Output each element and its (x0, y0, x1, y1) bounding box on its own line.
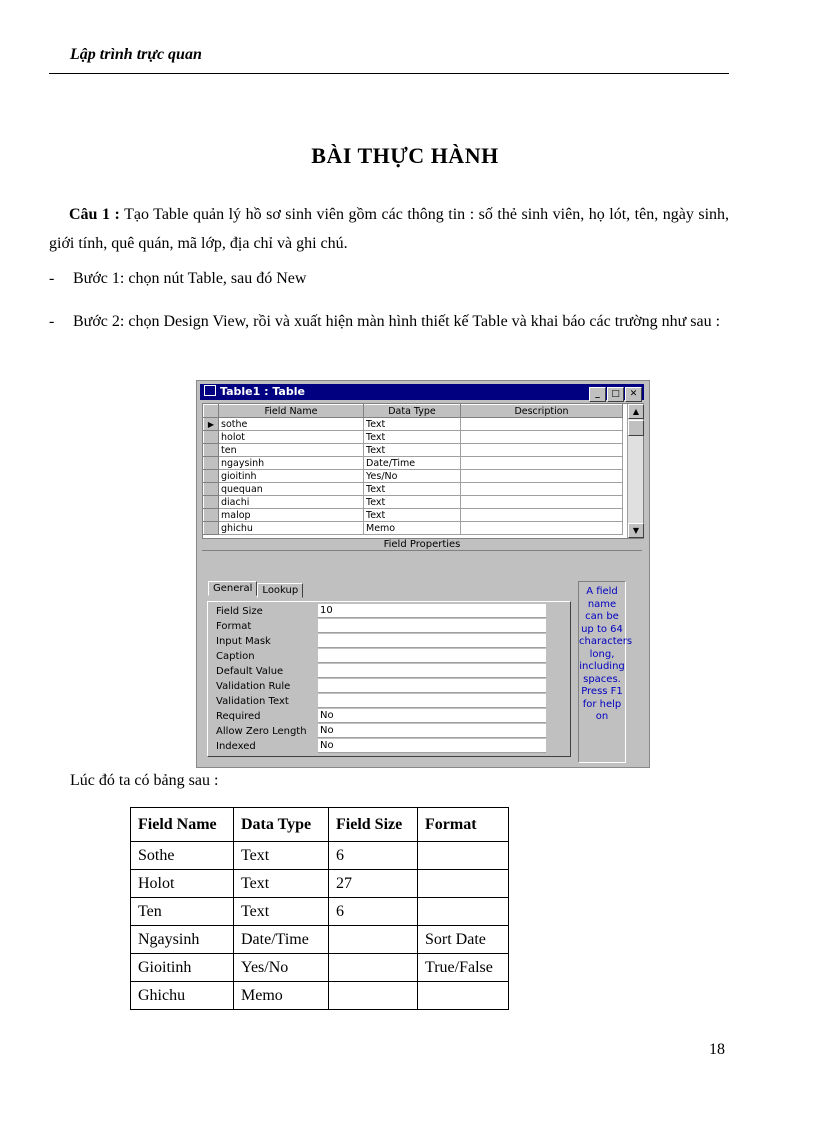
scroll-thumb (628, 420, 644, 436)
table-cell (329, 954, 418, 982)
summary-header: Field Size (329, 808, 418, 842)
property-value (318, 634, 546, 648)
table-row (131, 898, 509, 926)
property-row (216, 739, 334, 754)
property-name: Required (216, 711, 261, 722)
table-cell: Memo (234, 982, 329, 1010)
window-title-bar (200, 384, 644, 400)
grid-desc (461, 496, 623, 509)
grid-type: Yes/No (364, 470, 461, 483)
table-cell (418, 842, 509, 870)
table-cell: Sort Date (418, 926, 509, 954)
grid-row (204, 431, 623, 444)
property-value (318, 649, 546, 663)
table-cell: 6 (329, 898, 418, 926)
grid-desc (461, 418, 623, 431)
grid-field: malop (219, 509, 364, 522)
table-cell: Yes/No (234, 954, 329, 982)
table-cell: Holot (131, 870, 234, 898)
table-row (131, 954, 509, 982)
property-row (216, 619, 318, 634)
page-title: BÀI THỰC HÀNH (311, 143, 499, 168)
property-name: Field Size (216, 606, 263, 617)
help-text: A field name can be up to 64 characters long, including spaces. Press F1 for help on (578, 581, 626, 763)
grid-type: Memo (364, 522, 461, 535)
property-row (216, 634, 318, 649)
grid-type: Text (364, 444, 461, 457)
grid-desc (461, 522, 623, 535)
selector-header (204, 405, 219, 418)
grid-type: Text (364, 496, 461, 509)
grid-row (204, 470, 623, 483)
window-title: Table1 : Table (220, 385, 305, 398)
table-cell: 27 (329, 870, 418, 898)
property-name: Indexed (216, 741, 256, 752)
property-value (318, 664, 546, 678)
scroll-down-icon: ▼ (628, 523, 644, 538)
current-row-icon: ▶ (204, 418, 219, 431)
access-table-design-window (196, 380, 650, 768)
grid-type: Text (364, 418, 461, 431)
grid-field: ghichu (219, 522, 364, 535)
property-row (216, 649, 318, 664)
table-cell: Ten (131, 898, 234, 926)
property-value: No (318, 709, 546, 723)
col-description: Description (461, 405, 623, 418)
grid-type: Text (364, 483, 461, 496)
table-cell (329, 926, 418, 954)
minimize-icon: _ (589, 387, 606, 402)
property-name: Default Value (216, 666, 284, 677)
table-row (131, 870, 509, 898)
property-value: No (318, 739, 546, 753)
property-value: 10 (318, 604, 546, 618)
grid-field: ten (219, 444, 364, 457)
grid-row (204, 457, 623, 470)
table-cell: Text (234, 842, 329, 870)
col-field-name: Field Name (219, 405, 364, 418)
property-name: Validation Text (216, 696, 289, 707)
property-row (216, 709, 334, 724)
field-properties-label: Field Properties (202, 539, 642, 551)
grid-scrollbar (627, 404, 643, 538)
grid-field: ngaysinh (219, 457, 364, 470)
window-controls (588, 385, 642, 402)
field-grid (202, 403, 644, 539)
grid-field: diachi (219, 496, 364, 509)
summary-header: Format (418, 808, 509, 842)
property-value: No (318, 724, 546, 738)
property-name: Validation Rule (216, 681, 291, 692)
table-cell: True/False (418, 954, 509, 982)
step-2-dash: - (49, 313, 55, 330)
property-name: Input Mask (216, 636, 271, 647)
col-data-type: Data Type (364, 405, 461, 418)
table-cell: Sothe (131, 842, 234, 870)
close-icon: ✕ (625, 387, 642, 402)
table-cell (329, 982, 418, 1010)
tab-general: General (208, 581, 257, 596)
table-cell (418, 982, 509, 1010)
table-row (131, 842, 509, 870)
step-1-dash: - (49, 270, 55, 287)
step-1-text: Bước 1: chọn nút Table, sau đó New (73, 270, 307, 287)
header-rule (49, 73, 729, 74)
question-text: Tạo Table quản lý hồ sơ sinh viên gồm các thông tin : số thẻ sinh viên, họ lót, tên, ngày sinh, giới tính, quê quán, mã lớp, địa chỉ và ghi chú. (49, 206, 730, 252)
step-2-text: Bước 2: chọn Design View, rồi và xuất hiện màn hình thiết kế Table và khai báo các trường như sau : (73, 313, 721, 330)
table-cell: Date/Time (234, 926, 329, 954)
property-row (216, 694, 318, 709)
running-header: Lập trình trực quan (70, 46, 202, 63)
property-name: Format (216, 621, 252, 632)
table-cell (418, 898, 509, 926)
property-tabs (208, 583, 303, 598)
table-cell: Text (234, 898, 329, 926)
table-row (131, 982, 509, 1010)
maximize-icon: □ (607, 387, 624, 402)
summary-header: Field Name (131, 808, 234, 842)
tab-lookup: Lookup (257, 583, 303, 598)
property-row (216, 679, 318, 694)
table-cell: Text (234, 870, 329, 898)
grid-field: sothe (219, 418, 364, 431)
grid-row (204, 418, 623, 431)
property-value (318, 679, 546, 693)
table-cell (418, 870, 509, 898)
page-number: 18 (709, 1041, 725, 1058)
grid-row (204, 444, 623, 457)
question-label: Câu 1 : (69, 206, 120, 223)
summary-table (130, 807, 509, 1010)
table-cell: Ghichu (131, 982, 234, 1010)
grid-desc (461, 444, 623, 457)
table-cell: Gioitinh (131, 954, 234, 982)
grid-row (204, 509, 623, 522)
property-value (318, 619, 546, 633)
grid-desc (461, 457, 623, 470)
grid-field: gioitinh (219, 470, 364, 483)
table-cell: Ngaysinh (131, 926, 234, 954)
scroll-up-icon: ▲ (628, 404, 644, 419)
grid-row (204, 483, 623, 496)
table-row (131, 926, 509, 954)
table-cell: 6 (329, 842, 418, 870)
question-paragraph (49, 200, 729, 258)
grid-desc (461, 431, 623, 444)
grid-row (204, 522, 623, 535)
property-row (216, 664, 318, 679)
summary-header-row (131, 808, 509, 842)
grid-row (204, 496, 623, 509)
grid-field: holot (219, 431, 364, 444)
property-row (216, 604, 333, 619)
grid-type: Date/Time (364, 457, 461, 470)
property-value (318, 694, 546, 708)
grid-field: quequan (219, 483, 364, 496)
grid-desc (461, 470, 623, 483)
grid-type: Text (364, 431, 461, 444)
table-icon (204, 385, 216, 396)
grid-desc (461, 509, 623, 522)
properties-panel (207, 601, 571, 757)
grid-type: Text (364, 509, 461, 522)
table-caption: Lúc đó ta có bảng sau : (70, 772, 219, 789)
property-name: Allow Zero Length (216, 726, 307, 737)
summary-header: Data Type (234, 808, 329, 842)
property-name: Caption (216, 651, 255, 662)
property-row (216, 724, 334, 739)
grid-desc (461, 483, 623, 496)
